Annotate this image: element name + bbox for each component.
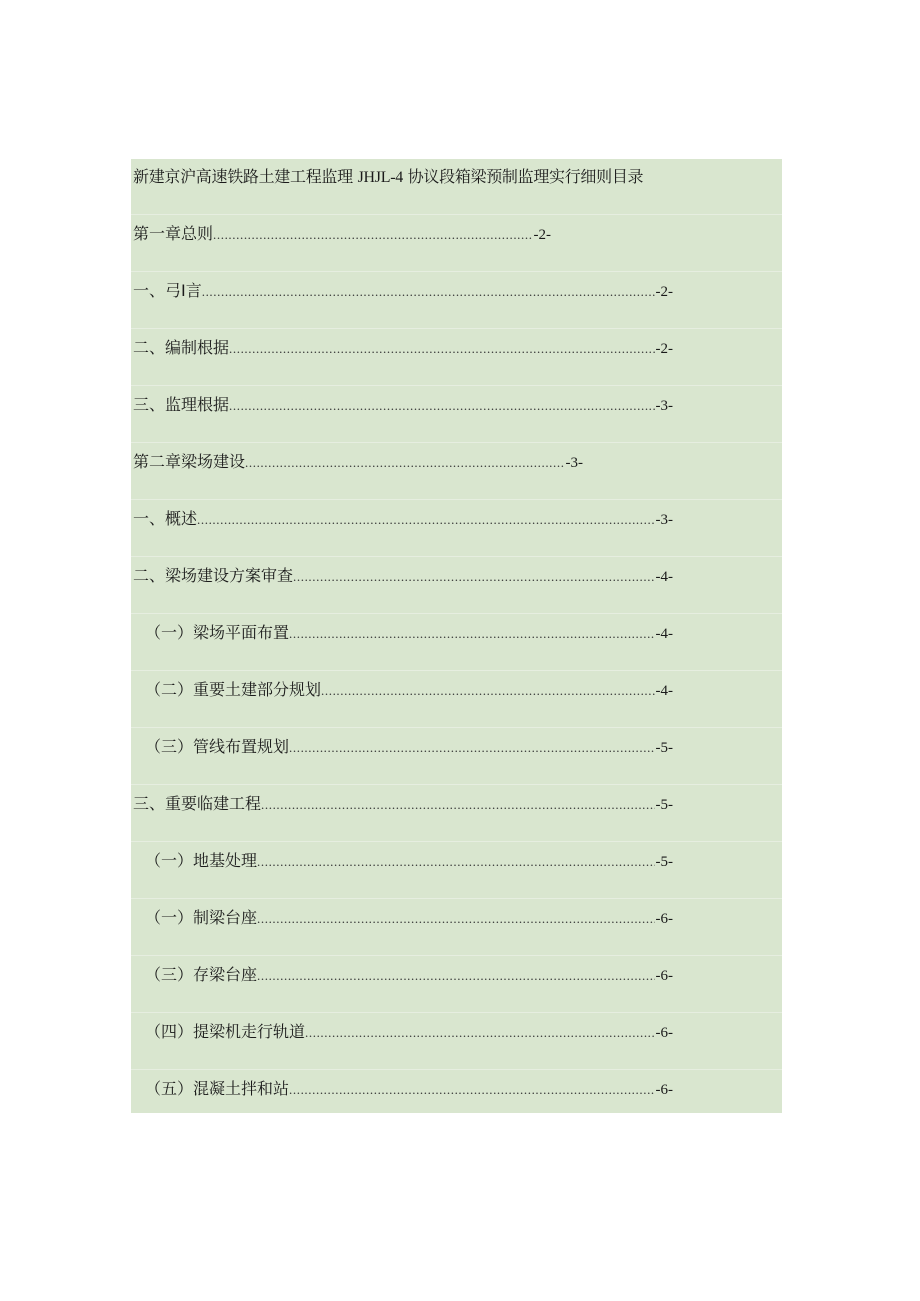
toc-entry-label: 一、弓I言 — [133, 281, 202, 300]
toc-entry[interactable] — [131, 216, 782, 272]
title-prefix: 新建京沪高速铁路土建工程监理 — [133, 167, 353, 186]
toc-entry-label: 二、梁场建设方案审查 — [133, 566, 294, 585]
toc-leader-dots — [213, 224, 532, 246]
toc-leader-dots — [257, 965, 654, 987]
toc-entry-label: 二、编制根据 — [133, 338, 230, 357]
toc-leader-dots — [305, 1022, 654, 1044]
toc-entry-label: （一）制梁台座 — [145, 908, 258, 927]
toc-entry[interactable] — [131, 558, 782, 614]
toc-entry[interactable] — [131, 615, 782, 671]
toc-leader-dots — [289, 623, 654, 645]
toc-entry[interactable] — [131, 843, 782, 899]
toc-entry-label: 第二章梁场建设 — [133, 452, 246, 471]
toc-entry-label: （一）地基处理 — [145, 851, 258, 870]
toc-entry-label: 一、概述 — [133, 509, 198, 528]
toc-entry-page: -4- — [655, 626, 673, 642]
toc-leader-dots — [321, 680, 654, 702]
toc-title-row — [131, 159, 782, 215]
toc-entry[interactable] — [131, 501, 782, 557]
toc-entry-page: -2- — [655, 341, 673, 357]
toc-entry-page: -4- — [655, 683, 673, 699]
toc-entry-page: -6- — [655, 1025, 673, 1041]
toc-entry[interactable] — [131, 672, 782, 728]
toc-entry-label: （五）混凝土拌和站 — [145, 1079, 290, 1098]
toc-entry[interactable] — [131, 387, 782, 443]
toc-entry-label: （一）梁场平面布置 — [145, 623, 290, 642]
toc-entry-page: -5- — [655, 740, 673, 756]
title-suffix: 协议段箱梁预制监理实行细则目录 — [407, 167, 644, 186]
toc-entry-page: -5- — [655, 797, 673, 813]
toc-entry-label: （四）提梁机走行轨道 — [145, 1022, 306, 1041]
toc-entry-page: -6- — [655, 911, 673, 927]
toc-leader-dots — [293, 566, 654, 588]
toc-leader-dots — [289, 737, 654, 759]
toc-entry-page: -2- — [533, 227, 551, 243]
toc-leader-dots — [229, 395, 654, 417]
toc-entry-page: -3- — [655, 512, 673, 528]
toc-entry[interactable] — [131, 729, 782, 785]
title-code: JHJL-4 — [357, 169, 403, 186]
toc-leader-dots — [289, 1079, 654, 1101]
toc-entry[interactable] — [131, 330, 782, 386]
toc-entry[interactable] — [131, 957, 782, 1013]
toc-leader-dots — [229, 338, 654, 360]
toc-entry-page: -5- — [655, 854, 673, 870]
table-of-contents — [131, 159, 782, 1113]
toc-entry[interactable] — [131, 273, 782, 329]
toc-entry-page: -4- — [655, 569, 673, 585]
toc-entry-label: 第一章总则 — [133, 224, 214, 243]
toc-entry-page: -6- — [655, 1082, 673, 1098]
toc-entry-label: （三）管线布置规划 — [145, 737, 290, 756]
toc-entry-page: -6- — [655, 968, 673, 984]
toc-entry-page: -3- — [655, 398, 673, 414]
toc-leader-dots — [257, 908, 654, 930]
toc-leader-dots — [245, 452, 564, 474]
toc-leader-dots — [261, 794, 654, 816]
toc-leader-dots — [197, 509, 654, 531]
toc-entry[interactable] — [131, 1014, 782, 1070]
toc-entry-page: -2- — [655, 284, 673, 300]
toc-entry-page: -3- — [565, 455, 583, 471]
toc-entry-label: 三、重要临建工程 — [133, 794, 262, 813]
toc-entry[interactable] — [131, 786, 782, 842]
document-title — [133, 166, 643, 189]
toc-entry-label: （三）存梁台座 — [145, 965, 258, 984]
toc-leader-dots — [202, 281, 655, 303]
toc-entry[interactable] — [131, 444, 782, 500]
toc-entry-label: 三、监理根据 — [133, 395, 230, 414]
toc-entry[interactable] — [131, 1071, 782, 1113]
toc-entry[interactable] — [131, 900, 782, 956]
toc-leader-dots — [257, 851, 654, 873]
toc-entry-label: （二）重要土建部分规划 — [145, 680, 322, 699]
